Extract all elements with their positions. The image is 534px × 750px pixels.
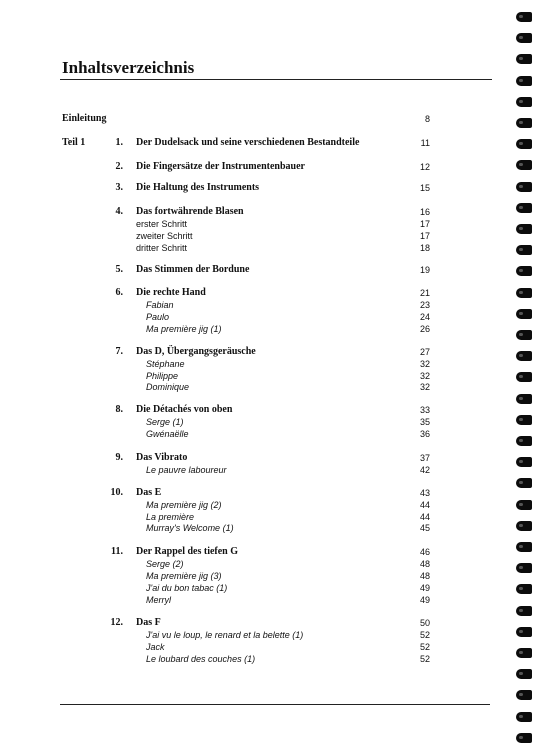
chapter-number: 2. bbox=[115, 161, 123, 172]
toc-entry bbox=[0, 452, 534, 464]
toc-entry bbox=[0, 358, 534, 370]
chapter-number: 3. bbox=[115, 182, 123, 193]
chapter-title: Die rechte Hand bbox=[136, 287, 206, 298]
binding-coil bbox=[516, 521, 532, 531]
piece-title: Ma première jig (3) bbox=[146, 571, 222, 581]
binding-coil bbox=[516, 203, 532, 213]
page-number: 36 bbox=[419, 429, 430, 439]
chapter-title: Die Détachés von oben bbox=[136, 404, 233, 415]
chapter-title: Das E bbox=[136, 487, 162, 498]
page-number: 45 bbox=[419, 523, 430, 533]
binding-coil bbox=[516, 97, 532, 107]
chapter-title: Der Rappel des tiefen G bbox=[136, 546, 239, 557]
page-number: 48 bbox=[419, 571, 430, 581]
page-number: 26 bbox=[419, 324, 430, 334]
toc-entry bbox=[0, 206, 534, 218]
page-number: 16 bbox=[419, 207, 430, 217]
piece-title: J'ai vu le loup, le renard et la belette (1) bbox=[146, 630, 304, 640]
page-number: 32 bbox=[419, 382, 430, 392]
page-number: 11 bbox=[420, 138, 430, 148]
piece-title: Philippe bbox=[146, 371, 179, 381]
toc-entry bbox=[0, 522, 534, 534]
toc-entry bbox=[0, 404, 534, 416]
piece-title: Fabian bbox=[146, 300, 174, 310]
page-number: 17 bbox=[419, 219, 430, 229]
page-number: 17 bbox=[419, 231, 430, 241]
binding-coil bbox=[516, 542, 532, 552]
top-rule bbox=[60, 79, 492, 80]
binding-coil bbox=[516, 436, 532, 446]
page-number: 24 bbox=[419, 312, 430, 322]
binding-coil bbox=[516, 584, 532, 594]
binding-coil bbox=[516, 54, 532, 64]
page-number: 42 bbox=[419, 465, 430, 475]
subsection-title: erster Schritt bbox=[136, 219, 188, 229]
binding-coil bbox=[516, 627, 532, 637]
toc-entry bbox=[0, 346, 534, 358]
page-number: 15 bbox=[419, 183, 430, 193]
toc-entry bbox=[0, 499, 534, 511]
chapter-title: Die Fingersätze der Instrumentenbauer bbox=[136, 161, 305, 172]
binding-coil bbox=[516, 288, 532, 298]
toc-entry bbox=[0, 428, 534, 440]
toc-heading: Inhaltsverzeichnis bbox=[62, 58, 195, 77]
page-number: 44 bbox=[419, 512, 430, 522]
binding-coil bbox=[516, 118, 532, 128]
page-number: 44 bbox=[419, 500, 430, 510]
toc-entry bbox=[0, 570, 534, 582]
piece-title: Paulo bbox=[146, 312, 170, 322]
page-number: 48 bbox=[419, 559, 430, 569]
chapter-number: 10. bbox=[110, 487, 123, 498]
toc-entry bbox=[0, 416, 534, 428]
chapter-title: Das Stimmen der Bordune bbox=[136, 264, 250, 275]
binding-coil bbox=[516, 76, 532, 86]
piece-title: Jack bbox=[146, 642, 165, 652]
chapter-number: 11. bbox=[111, 546, 123, 557]
binding-coil bbox=[516, 12, 532, 22]
chapter-title: Das F bbox=[136, 617, 161, 628]
page-number: 37 bbox=[419, 453, 430, 463]
subsection-title: dritter Schritt bbox=[136, 243, 188, 253]
page-number: 49 bbox=[419, 595, 430, 605]
toc-entry bbox=[0, 653, 534, 665]
toc-entry bbox=[0, 323, 534, 335]
toc-entry bbox=[0, 582, 534, 594]
binding-coil bbox=[516, 648, 532, 658]
toc-entry bbox=[0, 264, 534, 276]
binding-coil bbox=[516, 478, 532, 488]
toc-entry bbox=[0, 641, 534, 653]
binding-coil bbox=[516, 500, 532, 510]
piece-title: Ma première jig (2) bbox=[146, 500, 222, 510]
chapter-title: Das Vibrato bbox=[136, 452, 188, 463]
piece-title: La première bbox=[146, 512, 195, 522]
page-number: 52 bbox=[419, 654, 430, 664]
binding-coil bbox=[516, 372, 532, 382]
toc-entry bbox=[0, 617, 534, 629]
piece-title: J'ai du bon tabac (1) bbox=[146, 583, 228, 593]
binding-coil bbox=[516, 669, 532, 679]
chapter-title: Der Dudelsack und seine verschiedenen Bestandteile bbox=[136, 137, 360, 148]
page-number: 32 bbox=[419, 371, 430, 381]
binding-coil bbox=[516, 330, 532, 340]
binding-coil bbox=[516, 712, 532, 722]
piece-title: Le pauvre laboureur bbox=[146, 465, 227, 475]
chapter-number: 8. bbox=[115, 404, 123, 415]
toc-entry bbox=[0, 311, 534, 323]
chapter-title: Die Haltung des Instruments bbox=[136, 182, 260, 193]
binding-coil bbox=[516, 733, 532, 743]
page-number: 18 bbox=[419, 243, 430, 253]
binding-coil bbox=[516, 563, 532, 573]
piece-title: Murray's Welcome (1) bbox=[146, 523, 234, 533]
page-number: 33 bbox=[419, 405, 430, 415]
binding-coil bbox=[516, 33, 532, 43]
subsection-title: zweiter Schritt bbox=[136, 231, 193, 241]
binding-coil bbox=[516, 224, 532, 234]
chapter-number: 5. bbox=[115, 264, 123, 275]
chapter-number: 12. bbox=[110, 617, 123, 628]
toc-entry bbox=[0, 629, 534, 641]
toc-entry bbox=[0, 161, 534, 173]
page-number: 52 bbox=[419, 642, 430, 652]
page-number: 8 bbox=[424, 114, 430, 124]
page-number: 19 bbox=[419, 265, 430, 275]
toc-entry bbox=[0, 299, 534, 311]
piece-title: Le loubard des couches (1) bbox=[146, 654, 256, 664]
binding-coil bbox=[516, 690, 532, 700]
chapter-number: 1. bbox=[115, 137, 123, 148]
toc-entry bbox=[0, 218, 534, 230]
toc-entry bbox=[0, 558, 534, 570]
page-number: 49 bbox=[419, 583, 430, 593]
bottom-rule bbox=[60, 704, 490, 705]
toc-entry bbox=[0, 464, 534, 476]
toc-entry bbox=[0, 137, 534, 149]
chapter-title: Das fortwährende Blasen bbox=[136, 206, 244, 217]
piece-title: Serge (2) bbox=[146, 559, 184, 569]
page-number: 32 bbox=[419, 359, 430, 369]
page-number: 46 bbox=[419, 547, 430, 557]
chapter-number: 9. bbox=[115, 452, 123, 463]
binding-coil bbox=[516, 266, 532, 276]
toc-entry bbox=[0, 230, 534, 242]
piece-title: Stéphane bbox=[146, 359, 185, 369]
piece-title: Dominique bbox=[146, 382, 190, 392]
binding-coil bbox=[516, 415, 532, 425]
spiral-binding bbox=[512, 0, 534, 750]
toc-entry bbox=[0, 182, 534, 194]
piece-title: Merryl bbox=[146, 595, 171, 605]
page-number: 35 bbox=[419, 417, 430, 427]
page-number: 52 bbox=[419, 630, 430, 640]
piece-title: Serge (1) bbox=[146, 417, 184, 427]
binding-coil bbox=[516, 351, 532, 361]
page-number: 23 bbox=[419, 300, 430, 310]
binding-coil bbox=[516, 394, 532, 404]
page-number: 50 bbox=[419, 618, 430, 628]
binding-coil bbox=[516, 457, 532, 467]
chapter-number: 4. bbox=[115, 206, 123, 217]
binding-coil bbox=[516, 245, 532, 255]
piece-title: Gwénaëlle bbox=[146, 429, 189, 439]
toc-entry bbox=[0, 381, 534, 393]
toc-entry bbox=[0, 594, 534, 606]
toc-entry bbox=[0, 242, 534, 254]
section-label: Teil 1 bbox=[62, 137, 86, 148]
binding-coil bbox=[516, 309, 532, 319]
page-number: 21 bbox=[419, 288, 430, 298]
chapter-number: 6. bbox=[115, 287, 123, 298]
toc-entry bbox=[0, 487, 534, 499]
piece-title: Ma première jig (1) bbox=[146, 324, 222, 334]
page-number: 43 bbox=[419, 488, 430, 498]
chapter-title: Das D, Übergangsgeräusche bbox=[136, 346, 256, 357]
toc-entry bbox=[0, 113, 534, 125]
toc-entry bbox=[0, 287, 534, 299]
section-label: Einleitung bbox=[62, 113, 107, 124]
chapter-number: 7. bbox=[115, 346, 123, 357]
binding-coil bbox=[516, 160, 532, 170]
page-number: 12 bbox=[419, 162, 430, 172]
binding-coil bbox=[516, 182, 532, 192]
binding-coil bbox=[516, 139, 532, 149]
page-number: 27 bbox=[419, 347, 430, 357]
binding-coil bbox=[516, 606, 532, 616]
toc-entry bbox=[0, 546, 534, 558]
